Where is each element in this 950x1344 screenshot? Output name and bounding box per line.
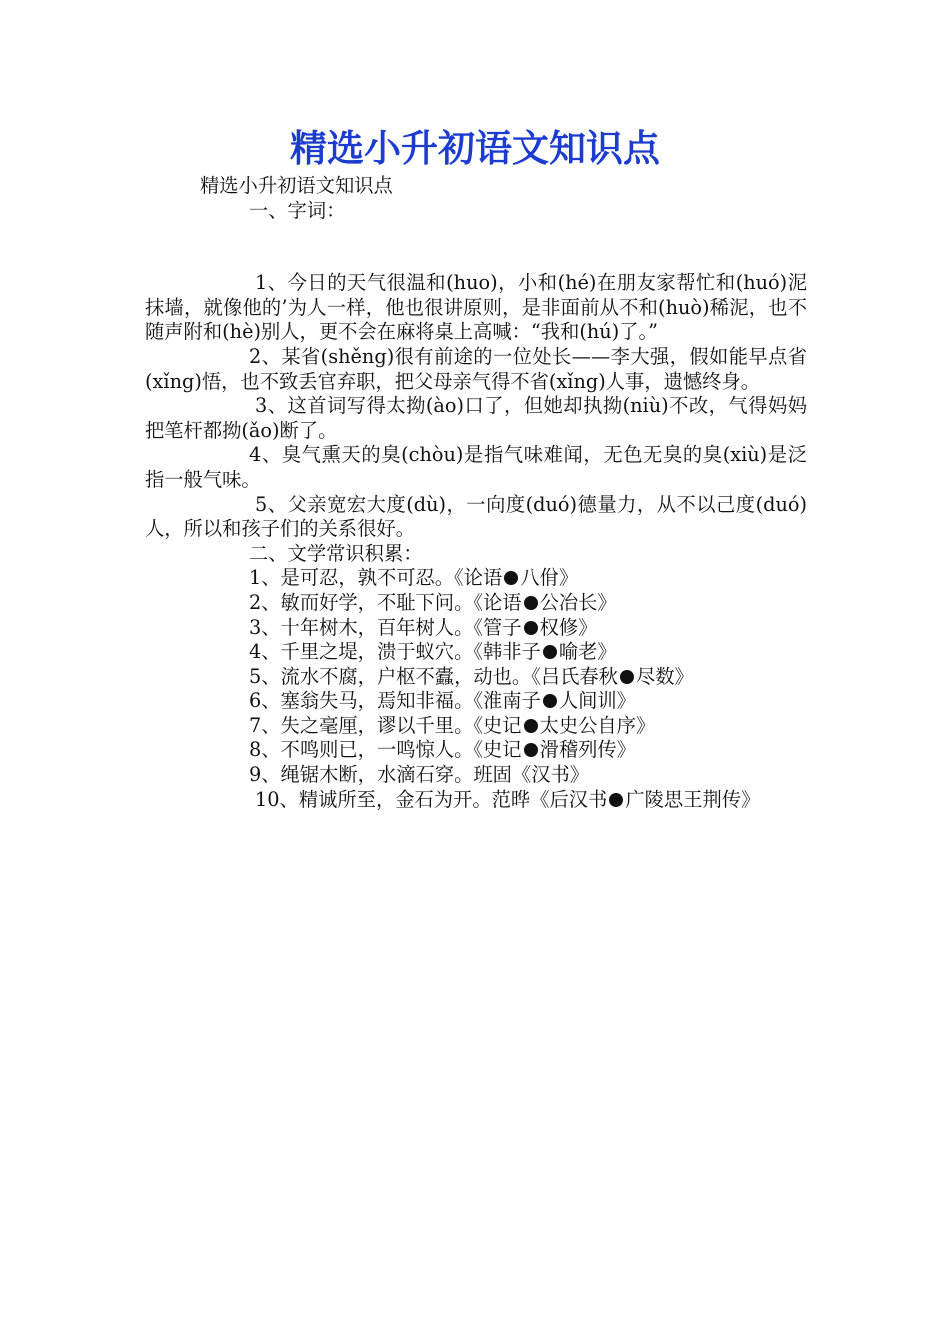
literature-item-source: 公冶长》: [539, 590, 617, 614]
literature-item-text: 5、流水不腐，户枢不蠹，动也。《吕氏春秋: [249, 664, 618, 688]
vocab-item-1: 1、今日的天气很温和(huo)，小和(hé)在朋友家帮忙和(huó)泥抹墙，就像他的’为人一样，他也很讲原则，是非面前从不和(huò)稀泥，也不随声附和(hè)别人，更不会在麻将桌上高喊：“我和(hú)了。”: [145, 271, 807, 344]
bullet-dot-icon: [524, 621, 538, 635]
section-heading-vocabulary: 一、字词：: [249, 198, 346, 222]
literature-item-source: 尽数》: [635, 664, 694, 688]
vocab-item-4: 4、臭气熏天的臭(chòu)是指气味难闻，无色无臭的臭(xiù)是泛指一般气味。: [145, 443, 807, 491]
literature-item-9: 9、绳锯木断，水滴石穿。班固《汉书》: [249, 763, 590, 787]
bullet-dot-icon: [524, 596, 538, 610]
literature-item-source: 人间训》: [558, 689, 636, 713]
bullet-dot-icon: [543, 645, 557, 659]
bullet-dot-icon: [504, 571, 518, 585]
bullet-dot-icon: [524, 719, 538, 733]
literature-item-4: [145, 640, 807, 665]
bullet-dot-icon: [609, 793, 623, 807]
literature-item-source: 喻老》: [558, 640, 617, 664]
literature-item-text: 3、十年树木，百年树人。《管子: [249, 615, 522, 639]
literature-item-source: 太史公自序》: [539, 713, 656, 737]
document-subtitle: 精选小升初语文知识点: [200, 174, 393, 197]
literature-item-5: [145, 665, 807, 690]
literature-item-source: 八佾》: [520, 566, 579, 590]
literature-item-text: 6、塞翁失马，焉知非福。《淮南子: [249, 689, 541, 713]
literature-item-source: 滑稽列传》: [539, 738, 636, 762]
literature-item-text: 10、精诚所至，金石为开。范晔《后汉书: [255, 787, 608, 811]
blank-line: [145, 223, 807, 271]
page-title: 精选小升初语文知识点: [290, 127, 660, 170]
literature-item-6: [145, 689, 807, 714]
literature-item-source: 权修》: [539, 615, 598, 639]
literature-item-10: [145, 788, 807, 813]
literature-item-text: 2、敏而好学，不耻下问。《论语: [249, 590, 522, 614]
document-body: [145, 174, 807, 812]
literature-item-source: 广陵思王荆传》: [625, 787, 761, 811]
literature-item-text: 8、不鸣则已，一鸣惊人。《史记: [249, 738, 522, 762]
bullet-dot-icon: [524, 743, 538, 757]
literature-item-text: 1、是可忍，孰不可忍。《论语: [249, 566, 503, 590]
literature-item-3: [145, 616, 807, 641]
literature-item-2: [145, 591, 807, 616]
literature-item-text: 4、千里之堤，溃于蚁穴。《韩非子: [249, 640, 541, 664]
bullet-dot-icon: [620, 670, 634, 684]
literature-item-7: [145, 714, 807, 739]
vocab-item-5: 5、父亲宽宏大度(dù)，一向度(duó)德量力，从不以己度(duó)人，所以和孩子们的关系很好。: [145, 492, 807, 541]
literature-item-8: [145, 738, 807, 763]
section-heading-literature: 二、文学常识积累：: [249, 541, 423, 565]
bullet-dot-icon: [543, 694, 557, 708]
literature-item-text: 7、失之毫厘，谬以千里。《史记: [249, 713, 522, 737]
vocab-item-3: 3、这首词写得太拗(ào)口了，但她却执拗(niù)不改，气得妈妈把笔杆都拗(ǎo)断了。: [145, 394, 807, 442]
literature-item-1: [145, 566, 807, 591]
vocab-item-2: 2、某省(shěng)很有前途的一位处长——李大强，假如能早点省(xǐng)悟，也不致丢官弃职，把父母亲气得不省(xǐng)人事，遗憾终身。: [145, 344, 807, 393]
